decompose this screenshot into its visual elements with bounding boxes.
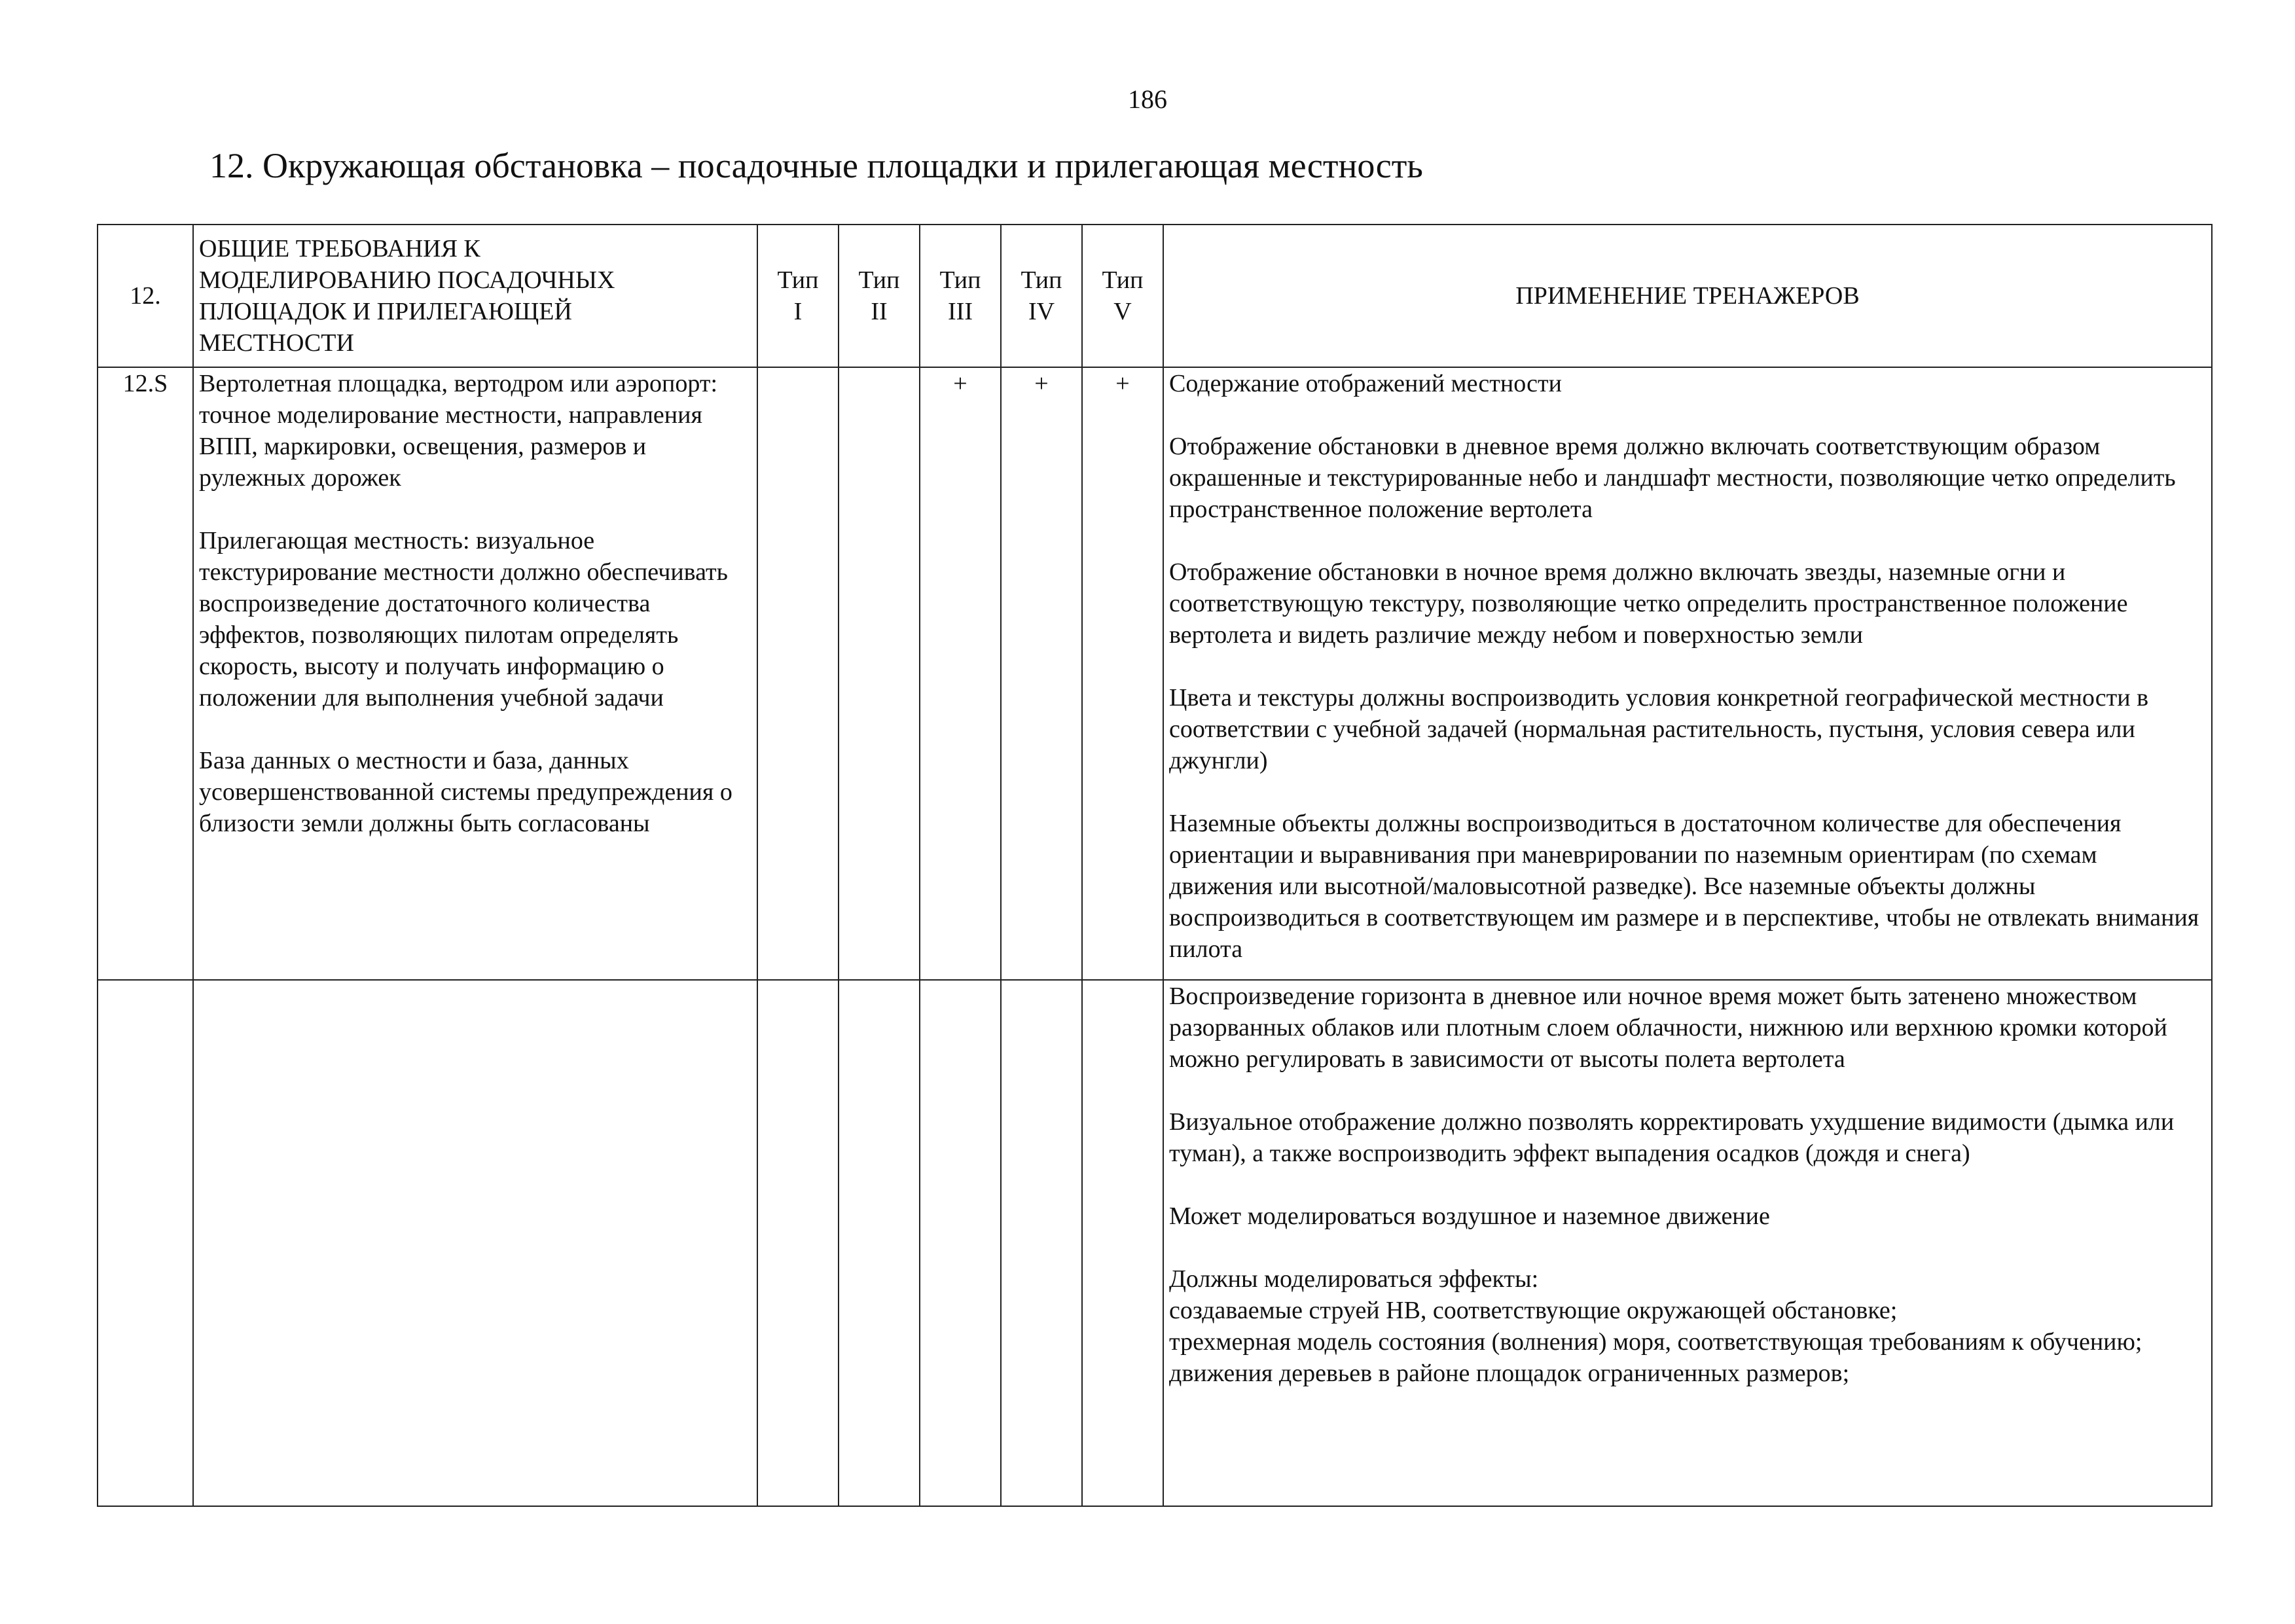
effects-item: движения деревьев в районе площадок ограниченных размеров; <box>1169 1360 1850 1387</box>
table-header-row <box>98 225 2212 367</box>
application-paragraph: Цвета и текстуры должны воспроизводить условия конкретной географической местности в соответствии с учебной задачей (нормальная растительность, пустыня, условия севера или джунгли) <box>1169 684 2149 774</box>
effects-block <box>1169 1263 2206 1389</box>
effects-intro: Должны моделироваться эффекты: <box>1169 1265 1539 1293</box>
application-paragraph: Отображение обстановки в дневное время должно включать соответствующим образом окрашенные и текстурированные небо и ландшафт местности, позволяющие четко определить пространственное положение вертолета <box>1169 433 2176 523</box>
application-paragraph: Визуальное отображение должно позволять корректировать ухудшение видимости (дымка или туман), а также воспроизводить эффект выпадения осадков (дождя и снега) <box>1169 1108 2175 1167</box>
application-paragraph: Содержание отображений местности <box>1169 370 1562 397</box>
type-roman: I <box>793 298 803 325</box>
section-title: 12. Окружающая обстановка – посадочные площадки и прилегающая местность <box>209 146 1423 185</box>
table-row <box>98 367 2212 980</box>
header-type-2 <box>839 225 920 367</box>
type-roman: V <box>1113 298 1132 325</box>
header-type-5 <box>1082 225 1163 367</box>
type-4-mark <box>1001 980 1082 1506</box>
type-word: Тип <box>939 266 981 294</box>
type-roman: II <box>871 298 888 325</box>
application-paragraph: Воспроизведение горизонта в дневное или ночное время может быть затенено множеством разорванных облаков или плотным слоем облачности, нижнюю или верхнюю кромки которой можно регулировать в зависимости от высоты полета вертолета <box>1169 983 2167 1073</box>
row-number <box>98 980 193 1506</box>
type-word: Тип <box>1021 266 1062 294</box>
application-paragraph: Наземные объекты должны воспроизводиться в достаточном количестве для обеспечения ориентации и выравнивания при маневрировании по наземным ориентирам (по схемам движения или высотной/маловысотной разведке). Все наземные объекты должны воспроизводиться в соответствующем им размере и в перспективе, чтобы не отвлекать внимания пилота <box>1169 810 2199 963</box>
type-3-mark <box>920 980 1001 1506</box>
type-word: Тип <box>777 266 819 294</box>
header-requirements-line: ОБЩИЕ ТРЕБОВАНИЯ К <box>199 235 480 262</box>
header-type-4 <box>1001 225 1082 367</box>
header-application: ПРИМЕНЕНИЕ ТРЕНАЖЕРОВ <box>1163 225 2212 367</box>
type-2-mark <box>839 980 920 1506</box>
type-2-mark <box>839 367 920 980</box>
row-requirements <box>193 367 757 980</box>
header-type-1 <box>757 225 839 367</box>
type-3-mark: + <box>920 367 1001 980</box>
type-5-mark <box>1082 980 1163 1506</box>
header-requirements-line: МЕСТНОСТИ <box>199 329 354 357</box>
effects-item: трехмерная модель состояния (волнения) моря, соответствующая требованиям к обучению; <box>1169 1328 2142 1356</box>
row-application <box>1163 980 2212 1506</box>
type-1-mark <box>757 367 839 980</box>
type-4-mark: + <box>1001 367 1082 980</box>
requirement-paragraph: База данных о местности и база, данных усовершенствованной системы предупреждения о близости земли должны быть согласованы <box>199 747 732 837</box>
application-paragraph: Может моделироваться воздушное и наземное движение <box>1169 1202 1770 1230</box>
application-paragraph: Отображение обстановки в ночное время должно включать звезды, наземные огни и соответствующую текстуру, позволяющие четко определить пространственное положение вертолета и видеть различие между небом и поверхностью земли <box>1169 558 2128 649</box>
type-word: Тип <box>1102 266 1144 294</box>
type-word: Тип <box>858 266 900 294</box>
type-1-mark <box>757 980 839 1506</box>
requirements-table <box>97 224 2213 1507</box>
effects-item: создаваемые струей НВ, соответствующие окружающей обстановке; <box>1169 1297 1898 1324</box>
type-roman: III <box>948 298 973 325</box>
header-requirements-line: МОДЕЛИРОВАНИЮ ПОСАДОЧНЫХ <box>199 266 615 294</box>
requirement-paragraph: Прилегающая местность: визуальное текстурирование местности должно обеспечивать воспроизведение достаточного количества эффектов, позволяющих пилотам определять скорость, высоту и получать информацию о положении для выполнения учебной задачи <box>199 527 728 712</box>
type-5-mark: + <box>1082 367 1163 980</box>
table-row <box>98 980 2212 1506</box>
page-number: 186 <box>1128 84 1167 114</box>
type-roman: IV <box>1028 298 1055 325</box>
requirement-paragraph: Вертолетная площадка, вертодром или аэропорт: точное моделирование местности, направления ВПП, маркировки, освещения, размеров и рулежных дорожек <box>199 370 718 492</box>
header-requirements-line: ПЛОЩАДОК И ПРИЛЕГАЮЩЕЙ <box>199 298 572 325</box>
row-number: 12.S <box>98 367 193 980</box>
row-requirements <box>193 980 757 1506</box>
header-requirements <box>193 225 757 367</box>
header-type-3 <box>920 225 1001 367</box>
row-application <box>1163 367 2212 980</box>
header-number: 12. <box>98 225 193 367</box>
